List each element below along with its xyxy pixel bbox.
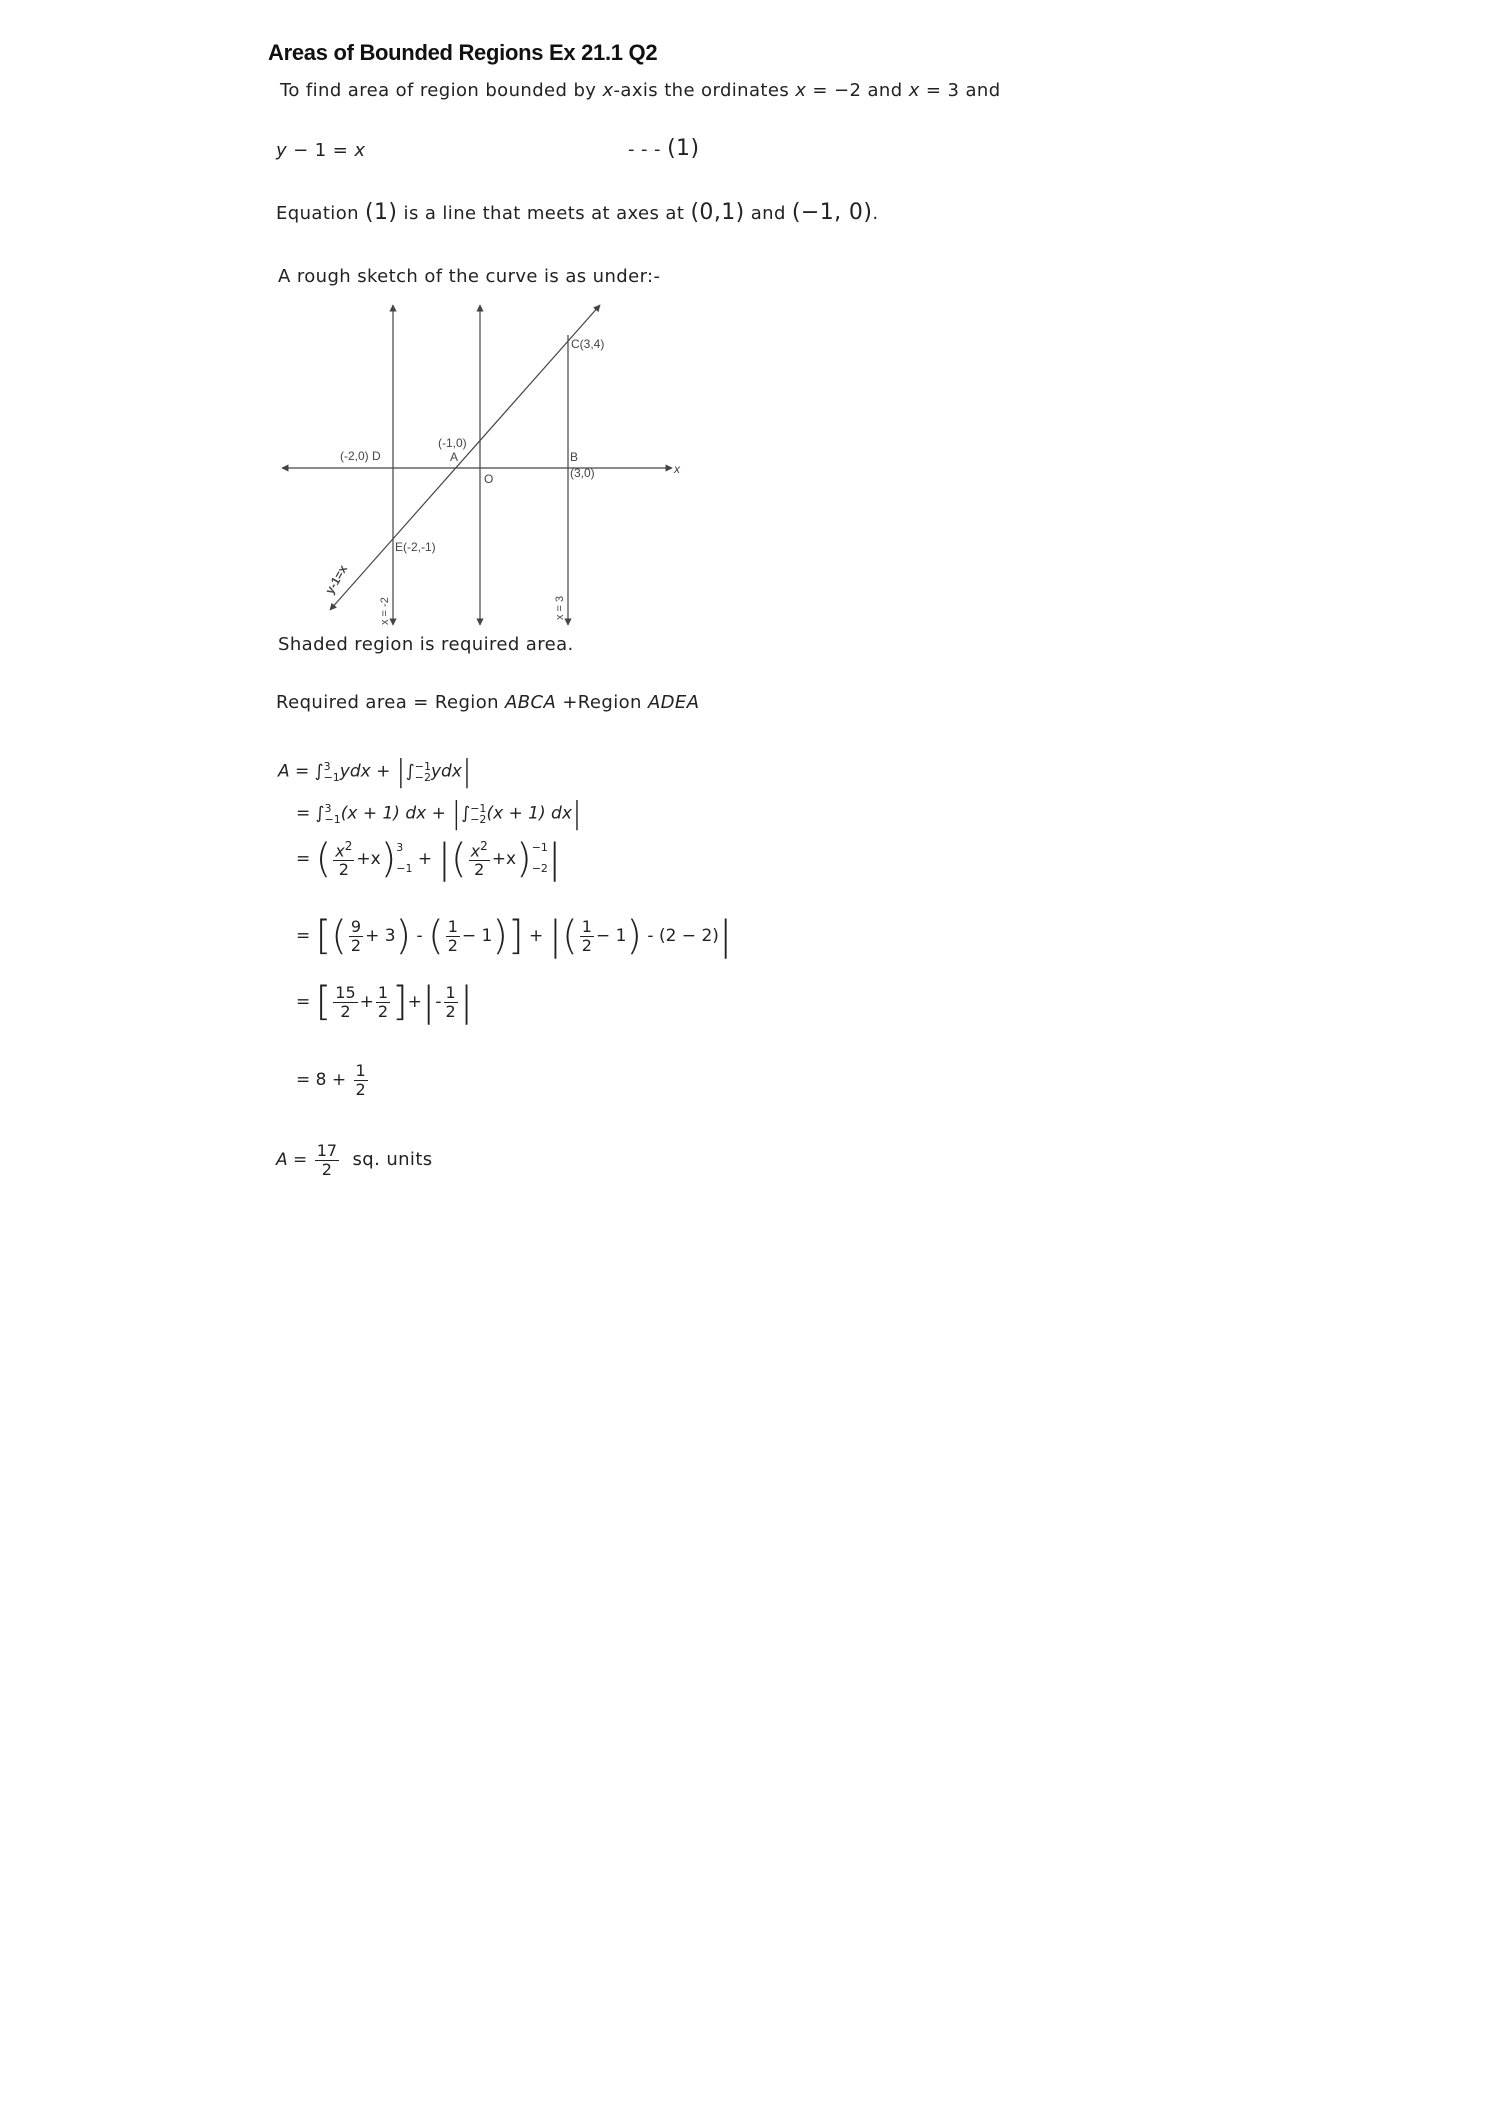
final-den: 2 — [321, 1159, 332, 1179]
integral-sign-2: ∫ — [405, 761, 415, 782]
minus: - — [416, 926, 423, 946]
eval-lower: −1 — [396, 861, 413, 875]
label-line-eq: y-1=x — [322, 562, 351, 597]
frac-den-2: 2 — [474, 859, 485, 879]
intro-text-3: = −2 and — [806, 80, 909, 101]
statement-text: Equation — [276, 203, 366, 224]
eval-upper-2: −1 — [531, 841, 548, 854]
integrand-4: (x + 1) dx — [486, 803, 572, 824]
upper-limit-2: −1 — [414, 759, 431, 773]
integral-sign-3: ∫ — [315, 803, 325, 824]
lower-limit-4: −2 — [470, 812, 487, 826]
eq-y: y — [276, 140, 288, 161]
sol-eq-4: = — [296, 926, 311, 946]
frac-den-5: 2 — [581, 935, 592, 955]
integral-sign: ∫ — [314, 761, 324, 782]
label-A-coord: (-1,0) — [438, 436, 467, 450]
sol-eq-3: = — [296, 848, 311, 869]
plus-3: + — [417, 848, 433, 869]
intro-var-x: x — [602, 80, 614, 101]
upper-limit-3: 3 — [324, 801, 332, 815]
frac-power: 2 — [344, 838, 353, 853]
equation-tag — [628, 136, 699, 161]
frac-num-7: 1 — [377, 982, 389, 1002]
plus: + — [370, 761, 396, 782]
plus-6: + — [407, 992, 422, 1012]
eq-dashes: - - - — [628, 139, 668, 160]
term-2: +x — [491, 848, 517, 869]
frac-num-2: x — [470, 840, 481, 860]
intro-var-x3: x — [908, 80, 920, 101]
intro-line — [280, 80, 1001, 101]
solution-line-5: = [ $\frac{15}{2}$ + $\frac{1}{2}$ ]+|- $\frac{1}{2}$ | — [296, 979, 474, 1025]
label-O: O — [484, 472, 494, 486]
term-5: − 1 — [595, 926, 627, 946]
frac-num-3: 9 — [350, 916, 362, 936]
eq-x: x — [354, 140, 366, 161]
statement-line — [276, 200, 878, 225]
intro-var-x2: x — [795, 80, 807, 101]
frac-den-8: 2 — [445, 1001, 456, 1021]
final-eq: = — [287, 1150, 313, 1171]
frac-den: 2 — [338, 859, 349, 879]
frac-num-5: 1 — [581, 916, 592, 936]
eval-upper: 3 — [396, 841, 404, 854]
shaded-note: Shaded region is required area. — [278, 634, 574, 655]
upper-limit: 3 — [323, 759, 331, 773]
required-area-line — [276, 692, 699, 713]
label-x-neg2: x = -2 — [379, 597, 391, 625]
region-abca: ABCA — [505, 692, 557, 713]
term: +x — [356, 848, 381, 869]
integrand: ydx — [339, 761, 371, 782]
term-4: − 1 — [461, 926, 493, 946]
statement-ref: (1) — [365, 200, 398, 225]
frac-num-8: 1 — [445, 982, 456, 1002]
integrand-2: ydx — [430, 761, 462, 782]
solution-line-1: A = ∫ 3 −1 ydx + |∫ −1 −2 ydx| — [278, 754, 472, 789]
lower-limit: −1 — [323, 770, 340, 784]
integral-sign-4: ∫ — [461, 803, 471, 824]
sketch-caption: A rough sketch of the curve is as under:- — [278, 266, 661, 287]
label-B-coord: (3,0) — [570, 466, 595, 480]
eq-tag-number: (1) — [667, 136, 700, 161]
frac-den-9: 2 — [355, 1079, 366, 1099]
final-unit: sq. units — [352, 1149, 433, 1171]
frac-den-3: 2 — [350, 935, 362, 955]
term-3: + 3 — [365, 926, 396, 946]
sol-eq: = — [289, 761, 315, 782]
frac-den-4: 2 — [447, 935, 458, 955]
intro-text-4: = 3 and — [919, 80, 1001, 101]
label-D: (-2,0) D — [340, 449, 381, 463]
lower-limit-3: −1 — [324, 812, 341, 826]
sol-A: A — [278, 761, 290, 782]
equation-1 — [276, 140, 365, 161]
minus-2: - — [647, 926, 654, 946]
label-x-3: x = 3 — [554, 595, 566, 620]
eval-lower-2: −2 — [531, 861, 548, 875]
frac-num-4: 1 — [447, 916, 458, 936]
term-6: (2 − 2) — [658, 926, 719, 946]
sol-eq-5: = — [296, 992, 311, 1012]
statement-and: and — [744, 203, 792, 224]
plus-4: + — [528, 926, 544, 946]
region-adea: ADEA — [647, 692, 700, 713]
intro-text-2: -axis the ordinates — [613, 80, 796, 101]
required-text: Required area = Region — [276, 692, 506, 713]
solution-line-3: = ( $\frac{x^2}{2}$ +x) 3 −1 + |( $\frac{x^2}{2}$ +x) −1 −2 | — [296, 835, 562, 882]
upper-limit-4: −1 — [470, 801, 487, 815]
label-E: E(-2,-1) — [395, 540, 436, 554]
final-num: 17 — [316, 1141, 338, 1160]
frac-num-9: 1 — [355, 1061, 366, 1080]
label-C: C(3,4) — [571, 337, 605, 351]
page-title: Areas of Bounded Regions Ex 21.1 Q2 — [268, 40, 658, 65]
final-A: A — [276, 1150, 288, 1171]
statement-point-2: (−1, 0) — [791, 200, 873, 225]
solution-line-2: = ∫ 3 −1 (x + 1) dx + |∫ −1 −2 (x + 1) dx| — [296, 796, 582, 831]
sol-eq-6: = 8 + — [296, 1070, 347, 1091]
negative-sign: - — [435, 992, 442, 1012]
plus-5: + — [359, 992, 374, 1012]
label-A: A — [450, 450, 459, 464]
solution-line-6 — [296, 1062, 370, 1098]
intro-text: To find area of region bounded by — [280, 80, 603, 101]
statement-text-2: is a line that meets at axes at — [397, 203, 691, 224]
lower-limit-2: −2 — [414, 770, 431, 784]
label-x-axis: x — [674, 462, 680, 476]
plus-2: + — [426, 803, 452, 824]
final-answer — [276, 1142, 433, 1178]
frac-num-6: 15 — [335, 982, 356, 1002]
label-B: B — [570, 450, 579, 464]
frac-power-2: 2 — [480, 838, 488, 853]
solution-line-4: = [( $\frac{9}{2}$ + 3) - ( $\frac{1}{2}$ − 1)] + |( $\frac{1}{2}$ − 1) - (2 − 2)| — [296, 913, 733, 959]
required-text-2: +Region — [556, 692, 648, 713]
eq-mid: − 1 = — [287, 140, 355, 161]
area-sketch-graph — [270, 295, 690, 635]
sol-eq-2: = — [296, 803, 316, 824]
statement-period: . — [872, 203, 879, 224]
integrand-3: (x + 1) dx — [340, 803, 427, 824]
frac-num: x — [335, 840, 345, 860]
frac-den-7: 2 — [377, 1001, 389, 1021]
statement-point-1: (0,1) — [690, 200, 745, 225]
frac-den-6: 2 — [340, 1001, 351, 1021]
